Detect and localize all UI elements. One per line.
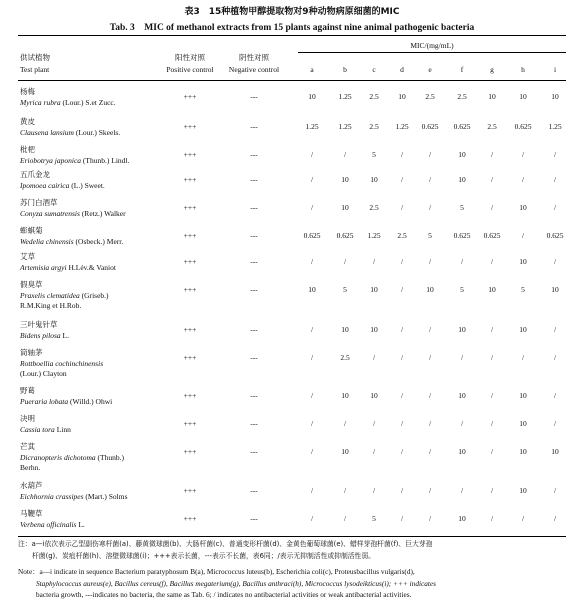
mic-cell-g: /	[490, 325, 494, 334]
mic-cell-e: 10	[426, 285, 434, 294]
mic-cell-a: 1.25	[305, 122, 319, 131]
mic-cell-d: /	[400, 353, 404, 362]
note-en-line1: Note：a—i indicate in sequence Bacterium paratyphosum B(a), Micrococcus luteus(b), Escherichia coli(c), Proteusbacillus vulgaris(d),	[18, 567, 415, 576]
mic-cell-b: 10	[341, 175, 349, 184]
negative-control-cell: ---	[250, 203, 258, 212]
positive-control-cell: +++	[183, 325, 197, 334]
note-en-line3: bacteria growth, ---indicates no bacteria, the same as Tab. 6; / indicates no antibacterial activities or weak antibacterial activities.	[36, 590, 412, 599]
mic-header-h: h	[521, 65, 525, 74]
mic-cell-f: 10	[458, 514, 466, 523]
plant-name-cn: 野葛	[20, 386, 35, 395]
mic-cell-i: /	[553, 353, 557, 362]
mic-cell-b: 10	[341, 447, 349, 456]
negative-control-cell: ---	[250, 391, 258, 400]
plant-name-scientific: Pueraria lobata (Willd.) Ohwi	[20, 397, 113, 406]
plant-name-cn: 水葫芦	[20, 481, 43, 490]
mic-cell-h: /	[521, 514, 525, 523]
mic-underline	[298, 52, 566, 53]
mic-cell-i: 1.25	[548, 122, 562, 131]
mic-cell-d: /	[400, 391, 404, 400]
mic-cell-b: /	[343, 514, 347, 523]
mic-cell-e: /	[428, 447, 432, 456]
positive-control-cell: +++	[183, 285, 197, 294]
plant-name-authority: (Lour.) Clayton	[20, 369, 67, 378]
mic-cell-h: /	[521, 353, 525, 362]
mic-cell-b: 2.5	[340, 353, 350, 362]
mic-cell-i: /	[553, 150, 557, 159]
plant-name-cn: 三叶鬼针草	[20, 320, 58, 329]
mic-cell-d: 2.5	[397, 231, 407, 240]
mic-cell-g: 10	[488, 285, 496, 294]
mic-cell-b: 1.25	[338, 92, 352, 101]
top-rule	[18, 35, 566, 36]
mic-cell-e: /	[428, 175, 432, 184]
mic-cell-g: 2.5	[487, 122, 497, 131]
positive-control-cell: +++	[183, 353, 197, 362]
header-positive-cn: 阳性对照	[175, 53, 205, 62]
mic-cell-i: /	[553, 175, 557, 184]
table-notes	[18, 539, 568, 601]
mic-cell-a: /	[310, 447, 314, 456]
mic-cell-g: /	[490, 391, 494, 400]
mic-cell-h: 10	[519, 419, 527, 428]
mic-header-a: a	[310, 65, 314, 74]
mic-cell-d: /	[400, 285, 404, 294]
mic-header-e: e	[428, 65, 432, 74]
positive-control-cell: +++	[183, 92, 197, 101]
mic-cell-b: 10	[341, 391, 349, 400]
plant-name-cn: 蟛蜞菊	[20, 226, 43, 235]
negative-control-cell: ---	[250, 231, 258, 240]
plant-name-scientific: Rottboellia cochinchinensis	[20, 359, 104, 368]
mic-cell-f: 10	[458, 325, 466, 334]
negative-control-cell: ---	[250, 325, 258, 334]
plant-name-authority: R.M.King et H.Rob.	[20, 301, 82, 310]
plant-name-authority: Berhn.	[20, 463, 41, 472]
plant-name-scientific: Cassia tora Linn	[20, 425, 71, 434]
positive-control-cell: +++	[183, 391, 197, 400]
mic-cell-e: /	[428, 486, 432, 495]
mic-cell-c: 2.5	[369, 92, 379, 101]
mic-cell-d: /	[400, 150, 404, 159]
mic-header-b: b	[343, 65, 347, 74]
plant-name-scientific: Eriobotrya japonica (Thunb.) Lindl.	[20, 156, 130, 165]
mic-cell-c: /	[372, 353, 376, 362]
mic-cell-e: /	[428, 325, 432, 334]
mic-cell-b: 10	[341, 203, 349, 212]
mic-cell-c: /	[372, 419, 376, 428]
mic-cell-c: /	[372, 486, 376, 495]
mic-cell-h: /	[521, 150, 525, 159]
mic-cell-g: /	[490, 486, 494, 495]
plant-name-cn: 芒萁	[20, 442, 35, 451]
header-positive-en: Positive control	[166, 65, 214, 74]
mic-cell-g: /	[490, 419, 494, 428]
header-rule	[18, 80, 566, 81]
mic-cell-g: /	[490, 353, 494, 362]
mic-cell-e: /	[428, 419, 432, 428]
mic-cell-i: 10	[551, 285, 559, 294]
mic-cell-b: /	[343, 257, 347, 266]
mic-cell-i: /	[553, 325, 557, 334]
mic-cell-f: 10	[458, 391, 466, 400]
mic-cell-f: 10	[458, 150, 466, 159]
mic-cell-b: 1.25	[338, 122, 352, 131]
mic-cell-c: 10	[370, 325, 378, 334]
mic-cell-h: 10	[519, 447, 527, 456]
plant-name-scientific: Artemisia argyi H.Lév.& Vaniot	[20, 263, 116, 272]
plant-name-cn: 枇杷	[20, 145, 35, 154]
mic-cell-a: /	[310, 514, 314, 523]
note-cn-line1: 注：a—i依次表示乙型副伤寒杆菌(a)、藤黄微球菌(b)、大肠杆菌(c)、普通变形杆菌(d)、金黄色葡萄球菌(e)、蜡样芽孢杆菌(f)、巨大芽孢	[18, 540, 433, 548]
mic-cell-a: 10	[308, 92, 316, 101]
plant-name-cn: 黄皮	[20, 117, 35, 126]
mic-cell-c: 2.5	[369, 122, 379, 131]
mic-cell-f: /	[460, 353, 464, 362]
mic-cell-d: 10	[398, 92, 406, 101]
plant-name-scientific: Eichhornia crassipes (Mart.) Solms	[20, 492, 128, 501]
plant-name-scientific: Clausena lansium (Lour.) Skeels.	[20, 128, 121, 137]
header-negative-cn: 阴性对照	[239, 53, 269, 62]
mic-cell-d: /	[400, 203, 404, 212]
mic-cell-b: 10	[341, 325, 349, 334]
plant-name-scientific: Verbena officinalis L.	[20, 520, 85, 529]
mic-header-f: f	[460, 65, 464, 74]
mic-cell-b: /	[343, 419, 347, 428]
plant-name-scientific: Bidens pilosa L.	[20, 331, 69, 340]
positive-control-cell: +++	[183, 150, 197, 159]
mic-cell-a: /	[310, 257, 314, 266]
mic-cell-h: 10	[519, 391, 527, 400]
negative-control-cell: ---	[250, 150, 258, 159]
plant-name-scientific: Dicranopteris dichotoma (Thunb.)	[20, 453, 124, 462]
mic-cell-a: /	[310, 419, 314, 428]
plant-name-cn: 杨梅	[20, 87, 35, 96]
mic-cell-h: 10	[519, 257, 527, 266]
mic-cell-g: /	[490, 257, 494, 266]
positive-control-cell: +++	[183, 257, 197, 266]
plant-name-scientific: Ipomoea cairica (L.) Sweet.	[20, 181, 105, 190]
mic-cell-h: 0.625	[514, 122, 532, 131]
mic-cell-b: 0.625	[336, 231, 354, 240]
plant-name-cn: 假臭草	[20, 280, 43, 289]
mic-header-d: d	[400, 65, 404, 74]
negative-control-cell: ---	[250, 285, 258, 294]
header-plant-en: Test plant	[20, 65, 50, 74]
mic-cell-h: 5	[521, 285, 525, 294]
mic-cell-h: /	[521, 175, 525, 184]
mic-cell-g: /	[490, 514, 494, 523]
mic-cell-f: 5	[460, 285, 464, 294]
mic-cell-i: 10	[551, 92, 559, 101]
mic-header-i: i	[553, 65, 557, 74]
mic-cell-f: 10	[458, 175, 466, 184]
mic-cell-f: 2.5	[457, 92, 467, 101]
positive-control-cell: +++	[183, 231, 197, 240]
negative-control-cell: ---	[250, 257, 258, 266]
note-cn-line2: 杆菌(g)、炭疽杆菌(h)、溶壁微球菌(i)；+++表示长菌，---表示不长菌，表6同；/表示无抑制活性或抑制活性弱。	[32, 551, 375, 560]
positive-control-cell: +++	[183, 514, 197, 523]
mic-cell-a: /	[310, 353, 314, 362]
mic-cell-h: 10	[519, 325, 527, 334]
mic-cell-f: /	[460, 419, 464, 428]
mic-cell-d: /	[400, 257, 404, 266]
mic-cell-b: /	[343, 150, 347, 159]
mic-cell-d: /	[400, 486, 404, 495]
mic-cell-i: /	[553, 419, 557, 428]
negative-control-cell: ---	[250, 514, 258, 523]
positive-control-cell: +++	[183, 203, 197, 212]
mic-cell-d: /	[400, 325, 404, 334]
mic-cell-g: /	[490, 150, 494, 159]
negative-control-cell: ---	[250, 353, 258, 362]
mic-cell-e: 5	[428, 231, 432, 240]
mic-cell-g: 0.625	[483, 231, 501, 240]
mic-cell-c: 5	[372, 150, 376, 159]
mic-cell-a: /	[310, 150, 314, 159]
mic-cell-i: /	[553, 257, 557, 266]
header-negative-en: Negative control	[228, 65, 280, 74]
table-title-cn: 表3 15种植物甲醇提取物对9种动物病原细菌的MIC	[184, 7, 400, 17]
mic-cell-a: /	[310, 175, 314, 184]
mic-cell-h: 10	[519, 486, 527, 495]
note-en-line2: Staphylococcus aureus(e), Bacillus cereus(f), Bacillus megaterium(g), Bacillus anthraci(h), Micrococcus lysodeikticus(i); +++ indicates	[36, 578, 436, 588]
mic-cell-f: /	[460, 486, 464, 495]
mic-header-g: g	[490, 65, 494, 74]
table-title-en: Tab. 3 MIC of methanol extracts from 15 plants against nine animal pathogenic bacteria	[109, 23, 475, 33]
bottom-rule	[18, 536, 566, 537]
mic-cell-a: /	[310, 391, 314, 400]
plant-name-scientific: Myrica rubra (Lour.) S.et Zucc.	[20, 98, 116, 107]
mic-cell-h: 10	[519, 203, 527, 212]
mic-cell-d: /	[400, 419, 404, 428]
mic-cell-i: 0.625	[546, 231, 564, 240]
mic-cell-c: /	[372, 447, 376, 456]
mic-cell-i: /	[553, 486, 557, 495]
negative-control-cell: ---	[250, 419, 258, 428]
mic-cell-e: /	[428, 150, 432, 159]
positive-control-cell: +++	[183, 122, 197, 131]
mic-cell-b: /	[343, 486, 347, 495]
mic-cell-c: 10	[370, 391, 378, 400]
positive-control-cell: +++	[183, 486, 197, 495]
mic-cell-c: 1.25	[367, 231, 381, 240]
mic-cell-g: /	[490, 203, 494, 212]
plant-name-cn: 决明	[20, 414, 35, 423]
mic-cell-d: /	[400, 514, 404, 523]
mic-cell-a: 10	[308, 285, 316, 294]
plant-name-scientific: Conyza sumatrensis (Retz.) Walker	[20, 209, 126, 218]
mic-cell-e: /	[428, 203, 432, 212]
mic-cell-b: 5	[343, 285, 347, 294]
mic-cell-h: 10	[519, 92, 527, 101]
mic-cell-i: /	[553, 391, 557, 400]
mic-cell-c: 5	[372, 514, 376, 523]
mic-cell-d: 1.25	[395, 122, 409, 131]
mic-cell-e: /	[428, 391, 432, 400]
mic-cell-e: 2.5	[425, 92, 435, 101]
plant-name-cn: 艾草	[20, 252, 35, 261]
negative-control-cell: ---	[250, 175, 258, 184]
mic-cell-a: 0.625	[303, 231, 321, 240]
mic-cell-d: /	[400, 447, 404, 456]
mic-cell-f: 0.625	[453, 122, 471, 131]
mic-cell-c: 10	[370, 285, 378, 294]
negative-control-cell: ---	[250, 447, 258, 456]
mic-cell-e: /	[428, 257, 432, 266]
negative-control-cell: ---	[250, 122, 258, 131]
mic-cell-i: /	[553, 203, 557, 212]
plant-name-scientific: Praxelis clematidea (Griseb.)	[20, 291, 109, 300]
header-plant-cn: 供试植物	[20, 53, 50, 62]
positive-control-cell: +++	[183, 419, 197, 428]
mic-cell-f: 10	[458, 447, 466, 456]
mic-cell-g: /	[490, 175, 494, 184]
mic-cell-i: /	[553, 514, 557, 523]
mic-cell-e: 0.625	[421, 122, 439, 131]
mic-cell-f: /	[460, 257, 464, 266]
mic-cell-g: /	[490, 447, 494, 456]
mic-cell-c: 2.5	[369, 203, 379, 212]
mic-cell-f: 5	[460, 203, 464, 212]
positive-control-cell: +++	[183, 447, 197, 456]
plant-name-scientific: Wedelia chinensis (Osbeck.) Merr.	[20, 237, 124, 246]
negative-control-cell: ---	[250, 92, 258, 101]
mic-cell-h: /	[521, 231, 525, 240]
mic-cell-a: /	[310, 325, 314, 334]
header-mic: MIC/(mg/mL)	[410, 41, 454, 50]
plant-name-cn: 五爪金龙	[20, 170, 50, 179]
mic-cell-i: 10	[551, 447, 559, 456]
plant-name-cn: 苏门白酒草	[20, 198, 58, 207]
mic-cell-g: 10	[488, 92, 496, 101]
positive-control-cell: +++	[183, 175, 197, 184]
mic-header-c: c	[372, 65, 376, 74]
mic-cell-f: 0.625	[453, 231, 471, 240]
mic-cell-e: /	[428, 514, 432, 523]
mic-cell-d: /	[400, 175, 404, 184]
mic-cell-c: 10	[370, 175, 378, 184]
negative-control-cell: ---	[250, 486, 258, 495]
plant-name-cn: 马鞭草	[20, 509, 43, 518]
mic-cell-a: /	[310, 486, 314, 495]
mic-cell-c: /	[372, 257, 376, 266]
mic-cell-a: /	[310, 203, 314, 212]
mic-cell-e: /	[428, 353, 432, 362]
plant-name-cn: 筒轴茅	[20, 348, 43, 357]
